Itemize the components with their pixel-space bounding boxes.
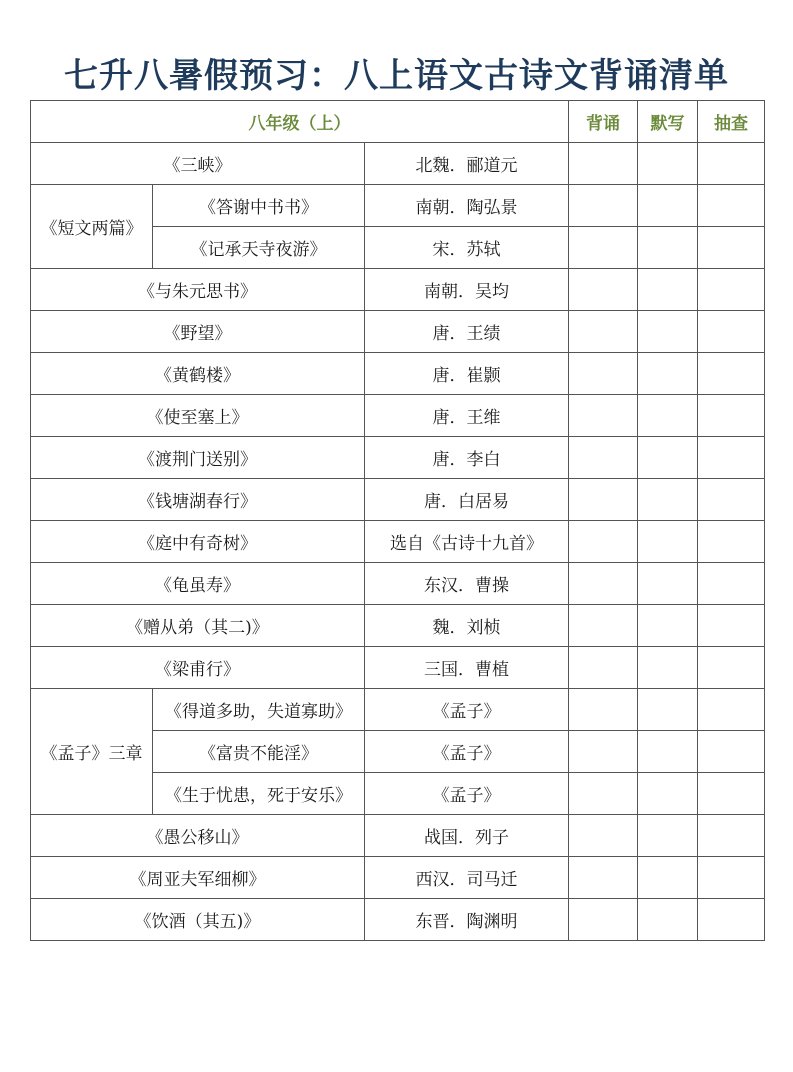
poem-title: 《庭中有奇树》 [31,521,365,563]
poem-title: 《答谢中书书》 [153,185,365,227]
table-row [31,143,765,185]
check-header: 抽查 [698,101,765,143]
dictate-checkbox-cell[interactable] [638,311,698,353]
check-checkbox-cell[interactable] [698,395,765,437]
table-header-row [31,101,765,143]
dictate-checkbox-cell[interactable] [638,437,698,479]
poem-title: 《愚公移山》 [31,815,365,857]
recite-checkbox-cell[interactable] [569,353,638,395]
dictate-checkbox-cell[interactable] [638,605,698,647]
check-checkbox-cell[interactable] [698,605,765,647]
poem-title: 《富贵不能淫》 [153,731,365,773]
poem-author: 唐．李白 [365,437,569,479]
check-checkbox-cell[interactable] [698,479,765,521]
check-checkbox-cell[interactable] [698,353,765,395]
recite-checkbox-cell[interactable] [569,437,638,479]
check-checkbox-cell[interactable] [698,773,765,815]
dictate-checkbox-cell[interactable] [638,143,698,185]
dictate-checkbox-cell[interactable] [638,227,698,269]
poem-author: 魏．刘桢 [365,605,569,647]
dictate-checkbox-cell[interactable] [638,899,698,941]
dictate-checkbox-cell[interactable] [638,395,698,437]
recite-checkbox-cell[interactable] [569,479,638,521]
poem-title: 《赠从弟（其二)》 [31,605,365,647]
dictate-checkbox-cell[interactable] [638,269,698,311]
check-checkbox-cell[interactable] [698,857,765,899]
table-row [31,605,765,647]
recite-checkbox-cell[interactable] [569,563,638,605]
group-title: 《孟子》三章 [31,689,153,815]
dictate-checkbox-cell[interactable] [638,353,698,395]
page-title: 七升八暑假预习：八上语文古诗文背诵清单 [64,56,729,96]
table-row [31,815,765,857]
poem-title: 《记承天寺夜游》 [153,227,365,269]
dictate-checkbox-cell[interactable] [638,647,698,689]
check-checkbox-cell[interactable] [698,563,765,605]
table-row [31,437,765,479]
recite-checkbox-cell[interactable] [569,143,638,185]
table-row [31,395,765,437]
table-row [31,311,765,353]
recite-checkbox-cell[interactable] [569,647,638,689]
recite-checkbox-cell[interactable] [569,605,638,647]
recite-checkbox-cell[interactable] [569,815,638,857]
recite-checkbox-cell[interactable] [569,773,638,815]
recite-checkbox-cell[interactable] [569,521,638,563]
recite-checkbox-cell[interactable] [569,185,638,227]
check-checkbox-cell[interactable] [698,185,765,227]
poem-author: 战国．列子 [365,815,569,857]
recitation-table [30,100,765,941]
poem-title: 《与朱元思书》 [31,269,365,311]
table-row [31,353,765,395]
check-checkbox-cell[interactable] [698,689,765,731]
poem-title: 《钱塘湖春行》 [31,479,365,521]
recite-checkbox-cell[interactable] [569,689,638,731]
poem-author: 唐．崔颢 [365,353,569,395]
table-row [31,479,765,521]
table-row [31,521,765,563]
check-checkbox-cell[interactable] [698,311,765,353]
poem-title: 《生于忧患，死于安乐》 [153,773,365,815]
poem-author: 三国．曹植 [365,647,569,689]
dictate-checkbox-cell[interactable] [638,773,698,815]
check-checkbox-cell[interactable] [698,521,765,563]
table-row [31,269,765,311]
poem-author: 宋．苏轼 [365,227,569,269]
poem-author: 西汉．司马迁 [365,857,569,899]
poem-title: 《周亚夫军细柳》 [31,857,365,899]
check-checkbox-cell[interactable] [698,437,765,479]
poem-author: 《孟子》 [365,731,569,773]
poem-title: 《饮酒（其五)》 [31,899,365,941]
poem-title: 《使至塞上》 [31,395,365,437]
check-checkbox-cell[interactable] [698,647,765,689]
check-checkbox-cell[interactable] [698,899,765,941]
check-checkbox-cell[interactable] [698,731,765,773]
dictate-checkbox-cell[interactable] [638,563,698,605]
dictate-checkbox-cell[interactable] [638,185,698,227]
poem-title: 《渡荆门送别》 [31,437,365,479]
table-row [31,899,765,941]
check-checkbox-cell[interactable] [698,269,765,311]
poem-author: 北魏．郦道元 [365,143,569,185]
poem-author: 东晋．陶渊明 [365,899,569,941]
group-title: 《短文两篇》 [31,185,153,269]
recite-checkbox-cell[interactable] [569,899,638,941]
poem-title: 《龟虽寿》 [31,563,365,605]
poem-author: 唐．白居易 [365,479,569,521]
table-row [31,857,765,899]
table-row [31,185,765,227]
poem-title: 《野望》 [31,311,365,353]
check-checkbox-cell[interactable] [698,227,765,269]
check-checkbox-cell[interactable] [698,815,765,857]
dictate-header: 默写 [638,101,698,143]
table-row [31,689,765,731]
poem-author: 东汉．曹操 [365,563,569,605]
poem-author: 南朝．陶弘景 [365,185,569,227]
poem-title: 《梁甫行》 [31,647,365,689]
recite-header: 背诵 [569,101,638,143]
poem-author: 《孟子》 [365,689,569,731]
recite-checkbox-cell[interactable] [569,857,638,899]
dictate-checkbox-cell[interactable] [638,731,698,773]
recite-checkbox-cell[interactable] [569,311,638,353]
poem-author: 《孟子》 [365,773,569,815]
dictate-checkbox-cell[interactable] [638,857,698,899]
recite-checkbox-cell[interactable] [569,269,638,311]
dictate-checkbox-cell[interactable] [638,689,698,731]
poem-title: 《黄鹤楼》 [31,353,365,395]
poem-author: 唐．王维 [365,395,569,437]
poem-author: 选自《古诗十九首》 [365,521,569,563]
recite-checkbox-cell[interactable] [569,731,638,773]
dictate-checkbox-cell[interactable] [638,479,698,521]
poem-title: 《得道多助，失道寡助》 [153,689,365,731]
dictate-checkbox-cell[interactable] [638,521,698,563]
recite-checkbox-cell[interactable] [569,227,638,269]
check-checkbox-cell[interactable] [698,143,765,185]
table-row [31,647,765,689]
dictate-checkbox-cell[interactable] [638,815,698,857]
poem-author: 唐．王绩 [365,311,569,353]
poem-author: 南朝．吴均 [365,269,569,311]
poem-title: 《三峡》 [31,143,365,185]
recite-checkbox-cell[interactable] [569,395,638,437]
grade-header: 八年级（上） [31,101,569,143]
table-row [31,563,765,605]
